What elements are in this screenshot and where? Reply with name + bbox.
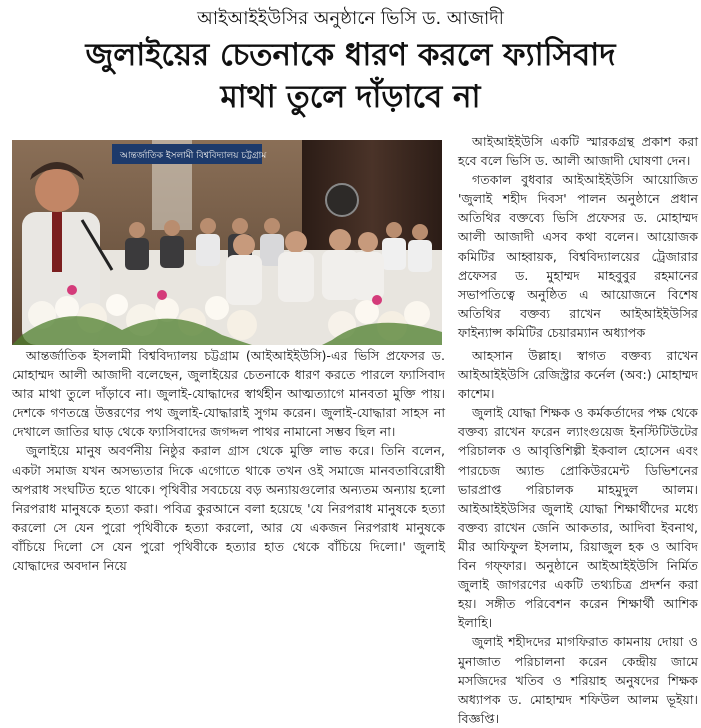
paragraph: আইআইইউসি একটি স্মারকগ্রন্থ প্রকাশ করা হবে বলে ভিসি ড. আলী আজাদী ঘোষণা দেন।: [458, 134, 698, 169]
article-column-left: [12, 346, 445, 575]
article-kicker: আইআইইউসির অনুষ্ঠানে ভিসি ড. আজাদী: [197, 8, 504, 29]
paragraph: জুলাইয়ে মানুষ অবর্ণনীয় নিষ্ঠুর করাল গ্রাস থেকে মুক্তি লাভ করে। তিনি বলেন, একটা সমাজ যখন অসভ্যতার দিকে এগোতে থাকে তখন ওই সমাজে মানবতাবিরোধী অপরাধ সংঘটিত হতে থাকে। পৃথিবীর সবচেয়ে বড় অন্যায়গুলোর অন্যতম অন্যায় হলো নিরপরাধ মানুষকে হত্যা করা। পবিত্র কুরআনে বলা হয়েছে 'যে নিরপরাধ মানুষকে হত্যা করলো সে যেন পুরো পৃথিবীকে হত্যা করলো, আর যে একজন নিরপরাধ মানুষকে বাঁচিয়ে দিলো সে যেন পুরো পৃথিবীকে হত্যার হাত থেকে বাঁচিয়ে দিলো।' জুলাই যোদ্ধাদের অবদান নিয়ে: [12, 443, 445, 574]
paragraph: গতকাল বুধবার আইআইইউসি আয়োজিত 'জুলাই শহীদ দিবস' পালন অনুষ্ঠানে প্রধান অতিথির বক্তব্যে ভিসি প্রফেসর ড. মোহাম্মদ আলী আজাদী এসব কথা বলেন। আয়োজক কমিটির আহ্বায়ক, বিশ্ববিদ্যালয়ের ট্রেজারার প্রফেসর ড. মুহাম্মদ মাহবুবুর রহমানের সভাপতিত্বে অনুষ্ঠিত এ আয়োজনে বিশেষ অতিথির বক্তব্য রাখেন আইআইইউসির ফাইন্যান্স কমিটির চেয়ারম্যান অধ্যাপক: [458, 172, 698, 340]
banner-text: আন্তর্জাতিক ইসলামী বিশ্ববিদ্যালয় চট্টগ্রাম: [120, 151, 267, 161]
paragraph: আহসান উল্লাহ। স্বাগত বক্তব্য রাখেন আইআইইউসি রেজিস্ট্রার কর্নেল (অব:) মোহাম্মদ কাশেম।: [458, 348, 698, 402]
headline-line-2: মাথা তুলে দাঁড়াবে না: [220, 79, 481, 115]
article-headline: [0, 34, 701, 118]
event-photo: [12, 140, 442, 345]
article-column-right-top: [458, 132, 698, 342]
paragraph: জুলাই শহীদদের মাগফিরাত কামনায় দোয়া ও মুনাজাত পরিচালনা করেন কেন্দ্রীয় জামে মসজিদের খতিব ও শরিয়াহ অনুষদের শিক্ষক অধ্যাপক ড. মোহাম্মদ শফিউল আলম ভূইয়া। বিজ্ঞপ্তি।: [458, 634, 698, 726]
event-photo-illustration: [12, 140, 442, 345]
paragraph: জুলাই যোদ্ধা শিক্ষক ও কর্মকর্তাদের পক্ষ থেকে বক্তব্য রাখেন ফরেন ল্যাংগুয়েজ ইনস্টিটিউটের পরিচালক ও আবৃত্তিশিল্পী ইকবাল হোসেন এবং পারচেজ অ্যান্ড প্রোকিউরমেন্ট ডিভিশনের ভারপ্রাপ্ত পরিচালক মাহমুদুল আলম। আইআইইউসির জুলাই যোদ্ধা শিক্ষার্থীদের মধ্যে বক্তব্য রাখেন জেনি আকতার, আদিবা ইবনাথ, মীর আফিফুল ইসলাম, রিয়াজুল হক ও আবিদ বিন গফ্ফার। অনুষ্ঠানে আইআইইউসি নির্মিত জুলাই জাগরণের একটি তথ্যচিত্র প্রদর্শন করা হয়। সঙ্গীত পরিবেশন করেন শিক্ষার্থী আশিক ইলাহি।: [458, 405, 698, 631]
article-column-right-bottom: [458, 346, 698, 728]
paragraph: আন্তর্জাতিক ইসলামী বিশ্ববিদ্যালয় চট্টগ্রাম (আইআইইউসি)-এর ভিসি প্রফেসর ড. মোহাম্মদ আলী আজাদী বলেছেন, জুলাইয়ের চেতনাকে ধারণ করতে পারলে ফ্যাসিবাদ আর মাথা তুলে দাঁড়াবে না। জুলাই-যোদ্ধাদের স্বার্থহীন আত্মত্যাগে মানবতা মুক্তি পায়। দেশকে গণতন্ত্রে উত্তরণের পথ জুলাই-যোদ্ধারাই সুগম করেন। জুলাই-যোদ্ধারা সাহস না দেখালে জাতির ঘাড় থেকে ফ্যাসিবাদের জগদ্দল পাথর নামানো সম্ভব ছিল না।: [12, 348, 445, 440]
headline-line-1: জুলাইয়ের চেতনাকে ধারণ করলে ফ্যাসিবাদ: [85, 37, 616, 73]
